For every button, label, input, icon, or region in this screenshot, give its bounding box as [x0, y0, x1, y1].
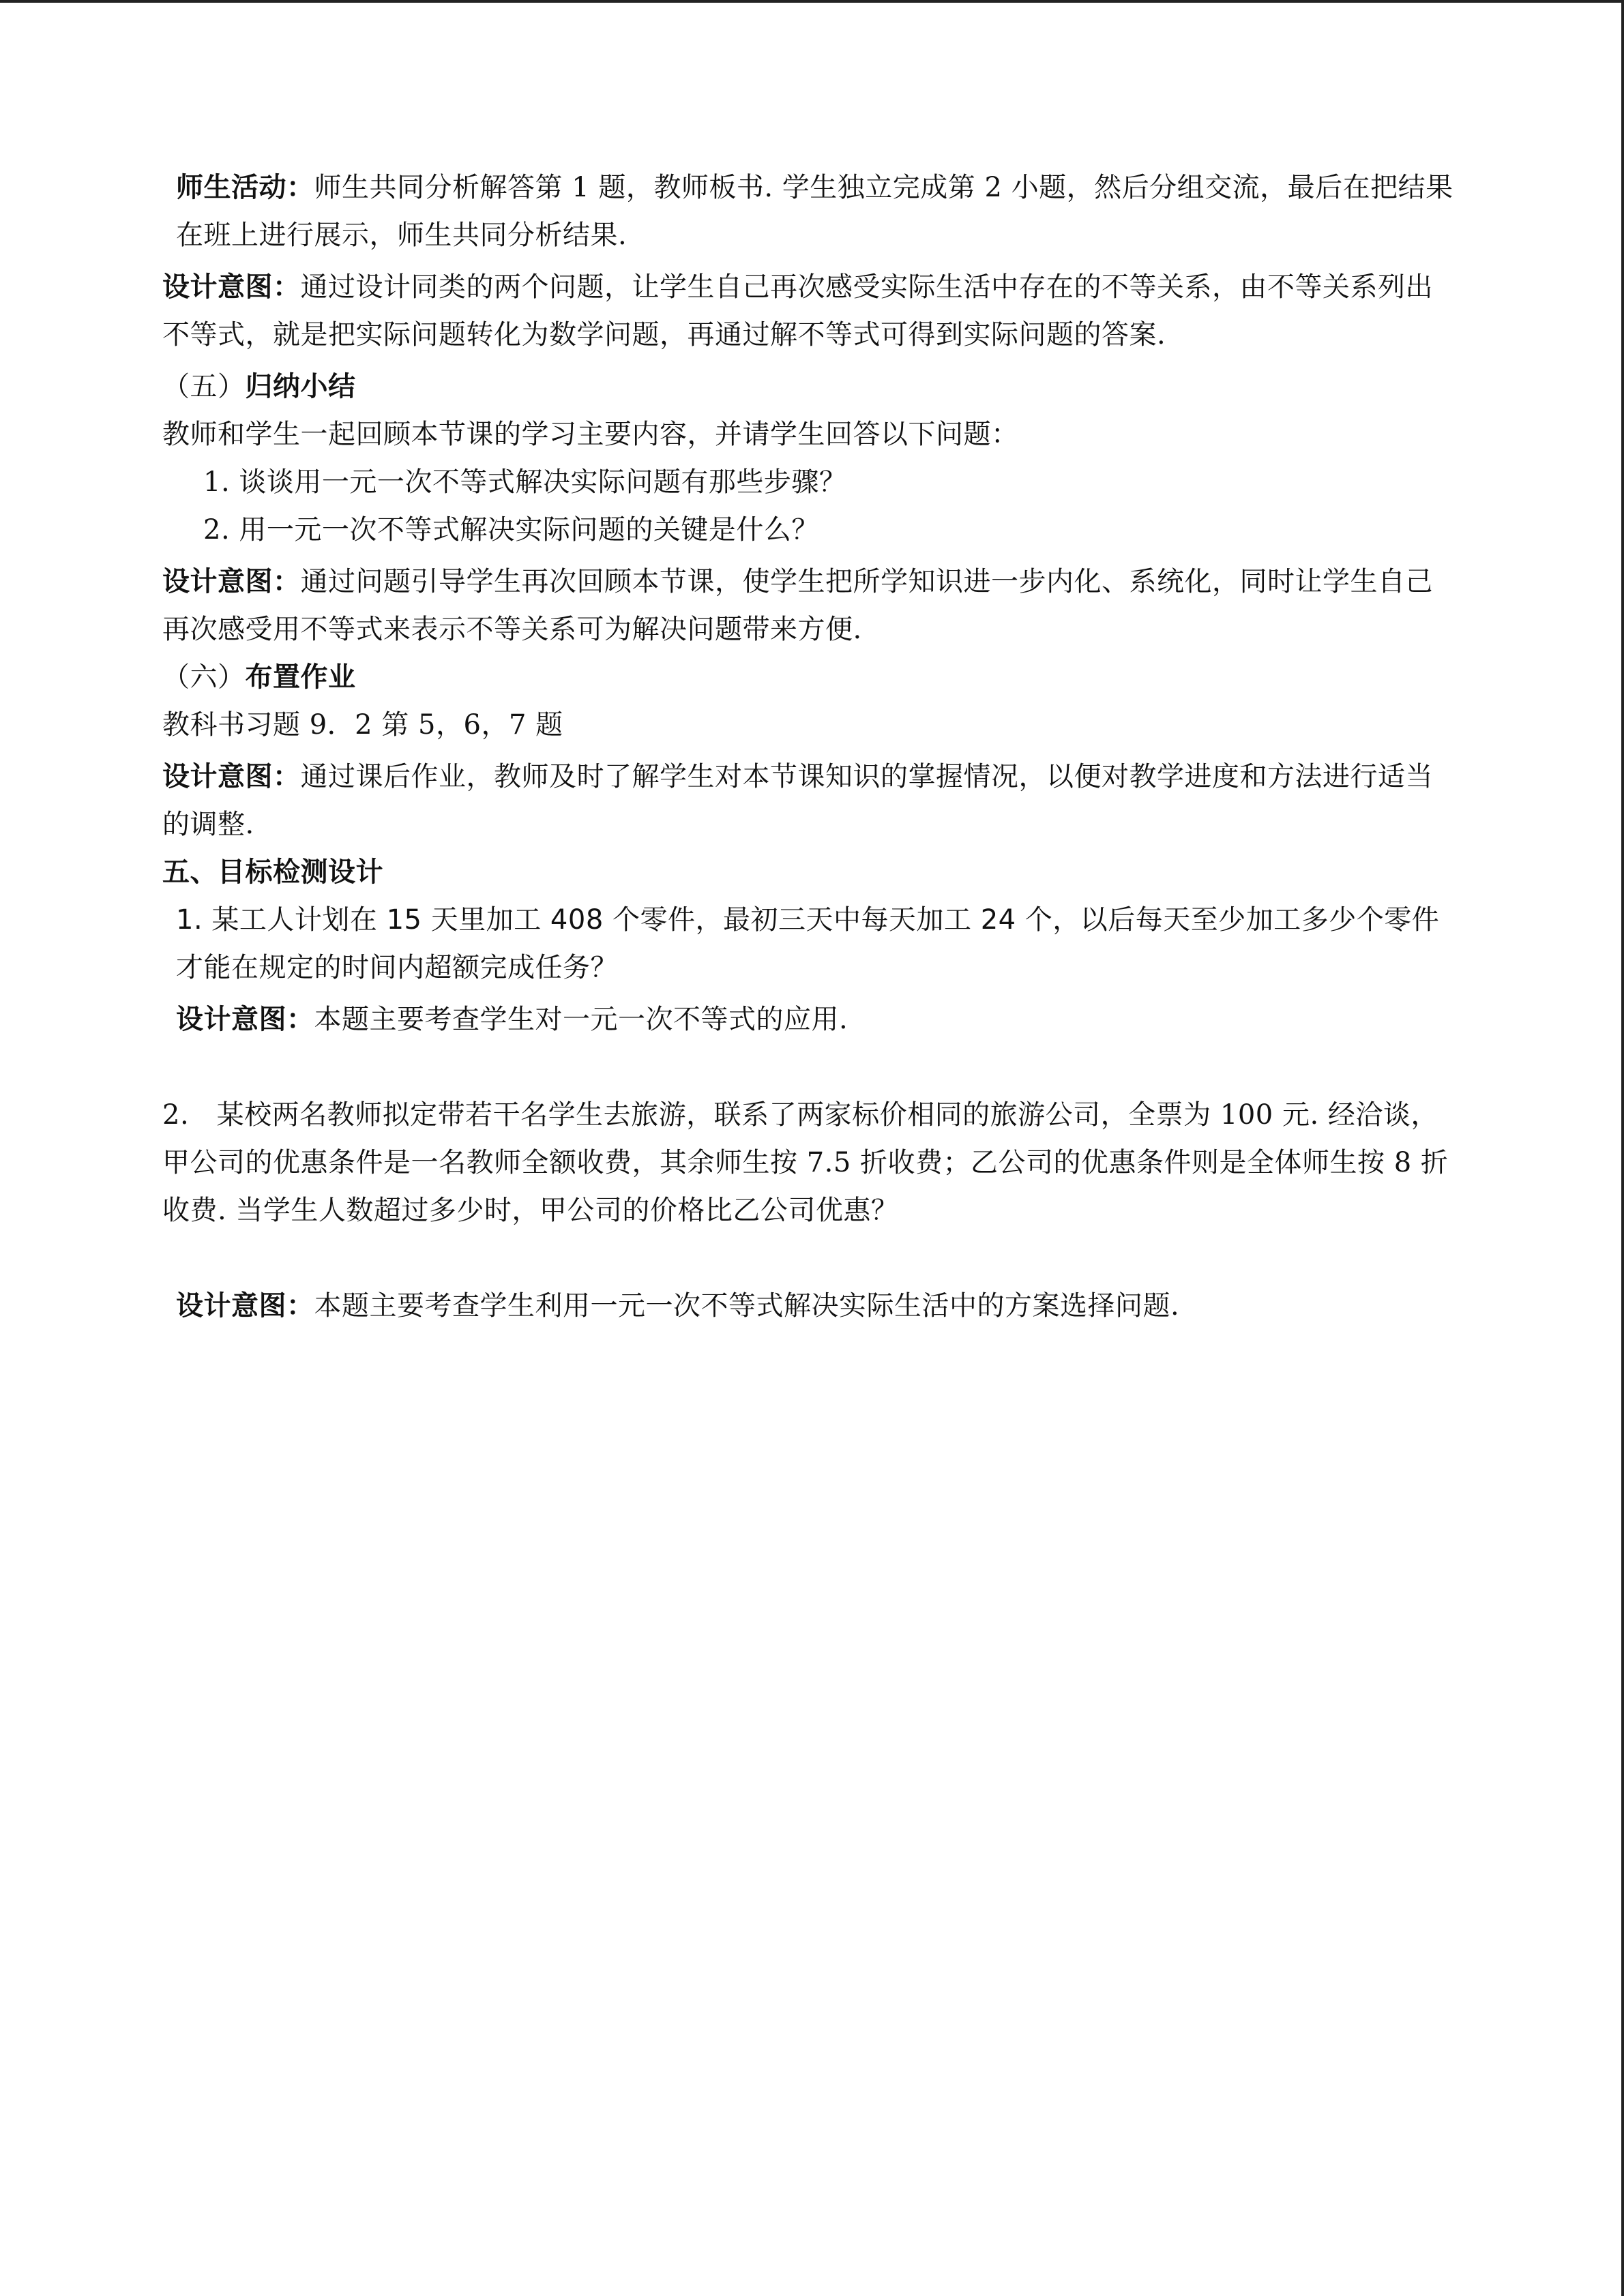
label-design-intent: 设计意图：	[176, 1290, 314, 1322]
paragraph-teacher-student-activity	[162, 164, 1458, 259]
question-1: 1. 某工人计划在 15 天里加工 408 个零件，最初三天中每天加工 24 个，以后每天至少加工多少个零件才能在规定的时间内超额完成任务？	[176, 904, 1440, 983]
heading-summary-prefix: （五）	[162, 371, 246, 402]
document-page	[162, 164, 1458, 1330]
text-design-intent: 本题主要考查学生利用一元一次不等式解决实际生活中的方案选择问题.	[314, 1290, 1180, 1322]
label-activity: 师生活动：	[176, 172, 314, 203]
question-1-design-intent	[162, 996, 1458, 1043]
heading-homework-title: 布置作业	[245, 661, 356, 693]
text-design-intent: 通过问题引导学生再次回顾本节课，使学生把所学知识进一步内化、系统化，同时让学生自己再次感受用不等式来表示不等关系可为解决问题带来方便.	[162, 566, 1433, 645]
heading-summary-title: 归纳小结	[245, 371, 356, 402]
heading-homework-prefix: （六）	[162, 661, 246, 693]
label-design-intent: 设计意图：	[176, 1004, 314, 1035]
text-activity: 师生共同分析解答第 1 题，教师板书. 学生独立完成第 2 小题，然后分组交流，最后在把结果在班上进行展示，师生共同分析结果.	[176, 172, 1453, 251]
paragraph-homework: 教科书习题 9．2 第 5，6，7 题	[162, 709, 563, 741]
list-item: 2. 用一元一次不等式解决实际问题的关键是什么？	[203, 514, 819, 546]
question-2: 2. 某校两名教师拟定带若干名学生去旅游，联系了两家标价相同的旅游公司，全票为 100 元. 经洽谈，甲公司的优惠条件是一名教师全额收费，其余师生按 7.5 折收费；乙公司的优惠条件则是全体师生按 8 折收费. 当学生人数超过多少时，甲公司的价格比乙公司优惠？	[162, 1099, 1449, 1226]
text-design-intent: 通过设计同类的两个问题，让学生自己再次感受实际生活中存在的不等关系，由不等关系列出不等式，就是把实际问题转化为数学问题，再通过解不等式可得到实际问题的答案.	[162, 271, 1433, 351]
label-design-intent: 设计意图：	[162, 566, 301, 597]
heading-homework	[162, 653, 1458, 701]
paragraph-review: 教师和学生一起回顾本节课的学习主要内容，并请学生回答以下问题：	[162, 419, 1019, 450]
list-item: 1. 谈谈用一元一次不等式解决实际问题有那些步骤？	[203, 466, 847, 498]
label-design-intent: 设计意图：	[162, 271, 301, 303]
top-border	[0, 0, 1624, 3]
label-design-intent: 设计意图：	[162, 761, 301, 792]
heading-summary	[162, 363, 1458, 411]
text-design-intent: 通过课后作业，教师及时了解学生对本节课知识的掌握情况，以便对教学进度和方法进行适当的调整.	[162, 761, 1433, 840]
text-design-intent: 本题主要考查学生对一元一次不等式的应用.	[314, 1004, 848, 1035]
section-heading-target-test: 五、目标检测设计	[162, 856, 383, 888]
paragraph-design-intent-3	[162, 753, 1458, 848]
question-2-design-intent	[162, 1282, 1458, 1330]
paragraph-design-intent-1	[162, 263, 1458, 359]
right-border	[1621, 0, 1624, 2296]
paragraph-design-intent-2	[162, 558, 1458, 653]
